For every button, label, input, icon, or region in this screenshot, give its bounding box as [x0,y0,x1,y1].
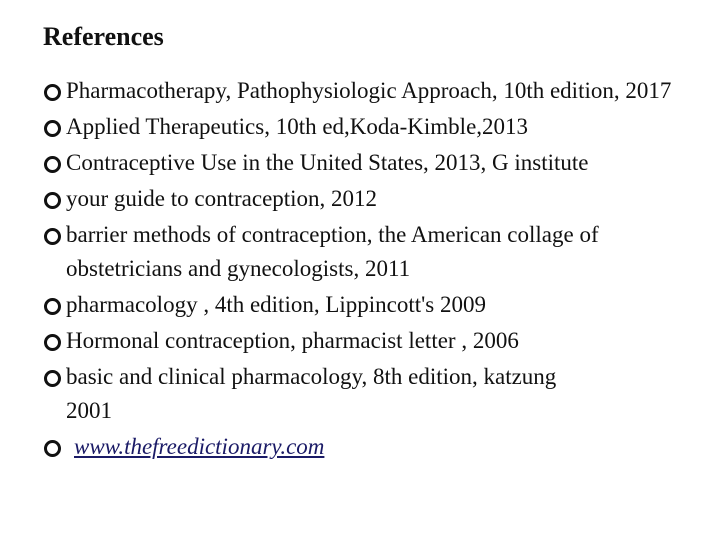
reference-text: barrier methods of contraception, the American collage of obstetricians and gynecologists, 2011 [66,222,599,281]
ring-bullet-icon [44,120,61,137]
reference-text: your guide to contraception, 2012 [66,186,378,211]
ring-bullet-icon [44,84,61,101]
page-title: References [43,22,164,51]
list-item [44,218,636,286]
list-item [44,288,684,322]
list-item [44,430,684,464]
reference-text: basic and clinical pharmacology, 8th edition, katzung 2001 [66,364,557,423]
list-item [44,360,596,428]
reference-text: Pharmacotherapy, Pathophysiologic Approach, 10th edition, 2017 [66,78,672,103]
ring-bullet-icon [44,334,61,351]
ring-bullet-icon [44,192,61,209]
ring-bullet-icon [44,440,61,457]
reference-link[interactable]: www.thefreedictionary.com [74,434,325,459]
reference-text: pharmacology , 4th edition, Lippincott's 2009 [66,292,486,317]
list-item [44,74,676,108]
list-item [44,324,684,358]
reference-text: Contraceptive Use in the United States, 2013, G institute [66,150,589,175]
ring-bullet-icon [44,156,61,173]
reference-text: Hormonal contraception, pharmacist letter , 2006 [66,328,519,353]
list-item [44,146,626,180]
ring-bullet-icon [44,228,61,245]
ring-bullet-icon [44,370,61,387]
reference-text: Applied Therapeutics, 10th ed,Koda-Kimble,2013 [66,114,529,139]
list-item [44,110,684,144]
references-list [44,74,684,464]
ring-bullet-icon [44,298,61,315]
list-item [44,182,684,216]
